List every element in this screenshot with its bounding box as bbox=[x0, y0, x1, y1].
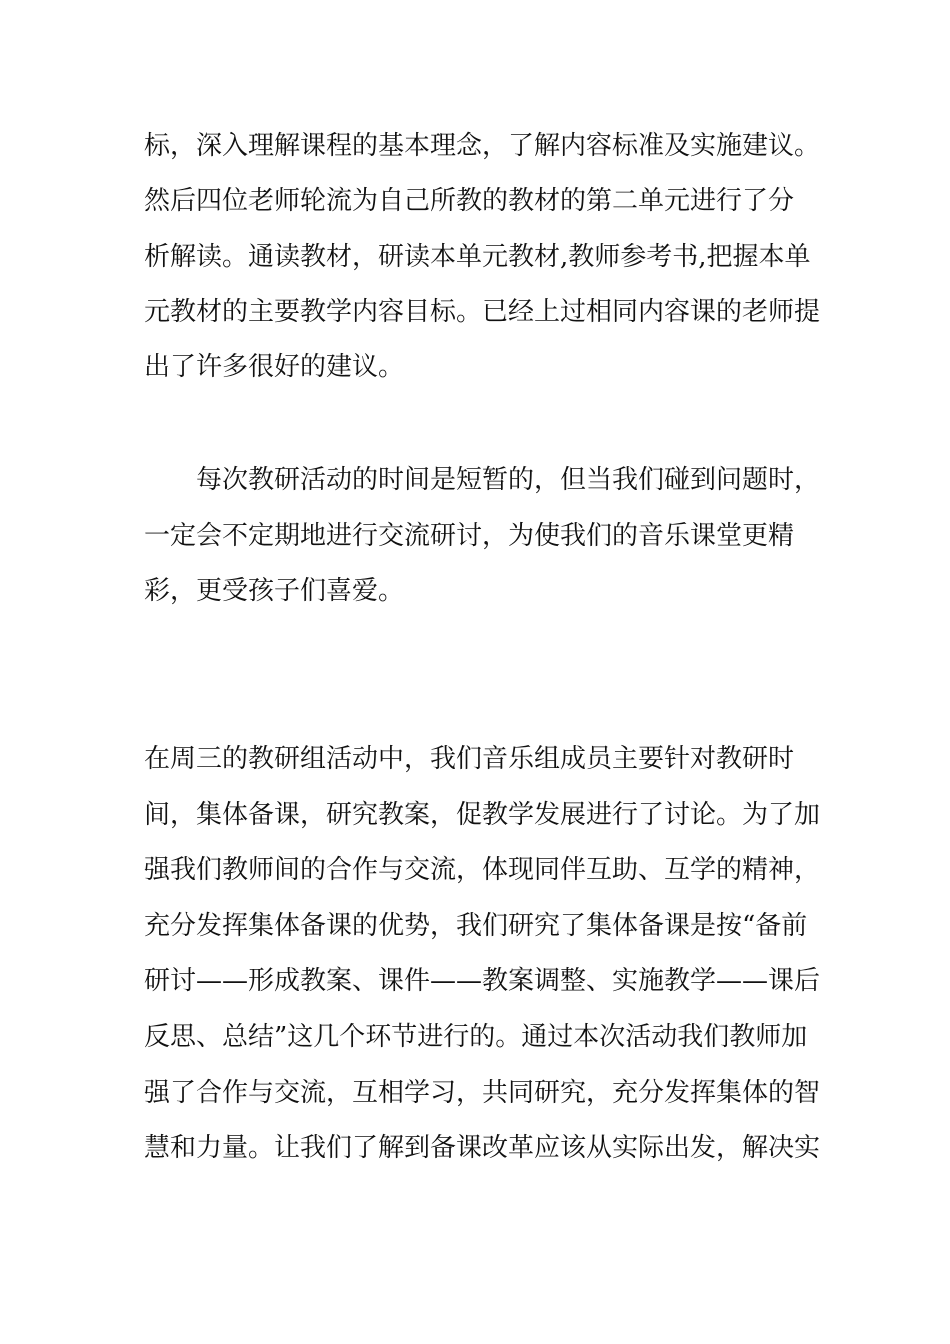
paragraph-2-line-1: 每次教研活动的时间是短暂的，但当我们碰到问题时， bbox=[144, 465, 821, 495]
paragraph-1-line-3: 析解读。通读教材，研读本单元教材,教师参考书,把握本单 bbox=[144, 242, 811, 272]
paragraph-1-line-5: 出了许多很好的建议。 bbox=[144, 352, 405, 382]
paragraph-3-line-8: 慧和力量。让我们了解到备课改革应该从实际出发，解决实 bbox=[144, 1133, 821, 1163]
paragraph-3-line-6: 反思、总结”这几个环节进行的。通过本次活动我们教师加 bbox=[144, 1022, 808, 1052]
paragraph-3-line-4: 充分发挥集体备课的优势，我们研究了集体备课是按“备前 bbox=[144, 911, 808, 941]
paragraph-1-line-2: 然后四位老师轮流为自己所教的教材的第二单元进行了分 bbox=[144, 186, 795, 216]
paragraph-3-line-5: 研讨——形成教案、课件——教案调整、实施教学——课后 bbox=[144, 966, 821, 996]
paragraph-2-line-2: 一定会不定期地进行交流研讨，为使我们的音乐课堂更精 bbox=[144, 521, 795, 551]
paragraph-2-line-3: 彩，更受孩子们喜爱。 bbox=[144, 576, 405, 606]
paragraph-3-line-2: 间，集体备课，研究教案，促教学发展进行了讨论。为了加 bbox=[144, 800, 821, 830]
paragraph-3-line-1: 在周三的教研组活动中，我们音乐组成员主要针对教研时 bbox=[144, 744, 795, 774]
paragraph-1-line-1: 标，深入理解课程的基本理念，了解内容标准及实施建议。 bbox=[144, 131, 821, 161]
paragraph-1-line-4: 元教材的主要教学内容目标。已经上过相同内容课的老师提 bbox=[144, 297, 821, 327]
paragraph-3-line-7: 强了合作与交流，互相学习，共同研究，充分发挥集体的智 bbox=[144, 1078, 821, 1108]
paragraph-3-line-3: 强我们教师间的合作与交流，体现同伴互助、互学的精神， bbox=[144, 855, 821, 885]
